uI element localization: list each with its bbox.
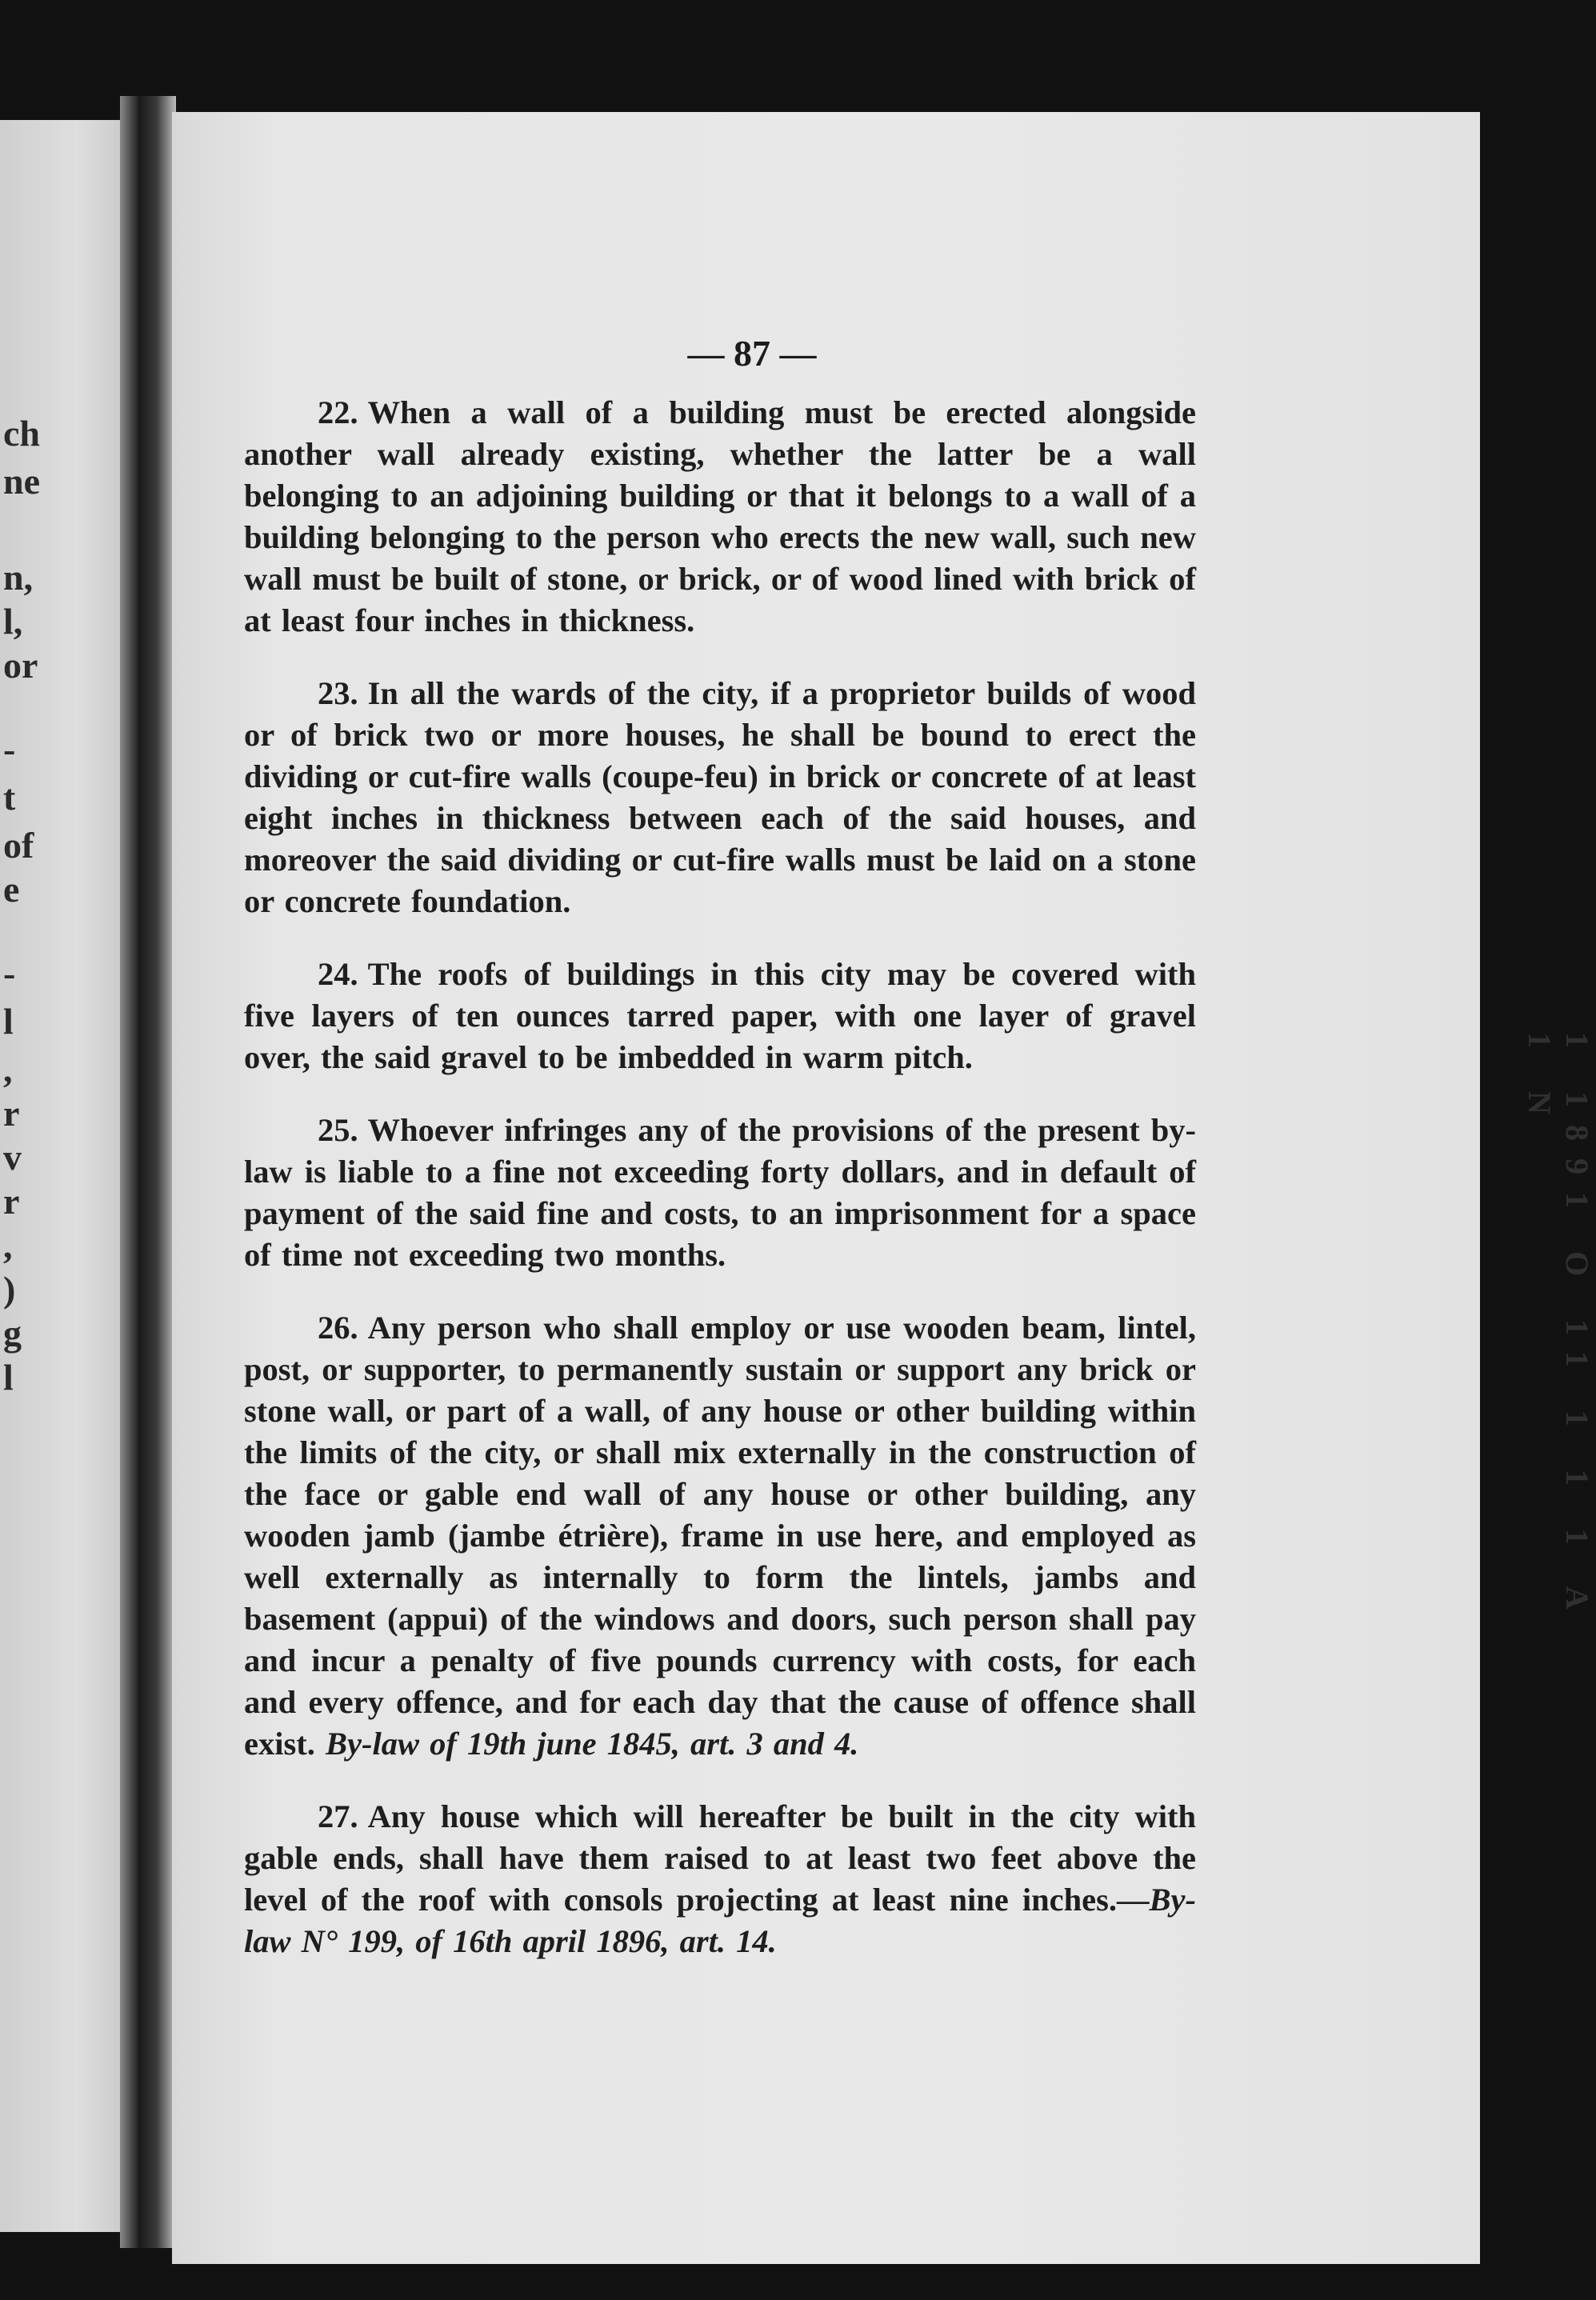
article-25 <box>244 1110 1196 1276</box>
prev-page-fragment: l, <box>3 601 23 642</box>
prev-page-fragment: r <box>3 1093 20 1134</box>
page-number: — 87 — <box>687 333 817 374</box>
prev-page-fragment: ne <box>3 461 40 502</box>
prev-page-fragment: t <box>3 777 16 818</box>
previous-page-edge <box>0 120 128 2232</box>
article-number: 27. <box>318 1798 358 1834</box>
prev-page-fragment: or <box>3 645 38 686</box>
prev-page-fragment: of <box>3 825 34 866</box>
article-number: 25. <box>318 1112 358 1148</box>
prev-page-fragment: r <box>3 1181 20 1222</box>
prev-page-fragment: - <box>3 953 16 994</box>
book-gutter <box>120 96 176 2248</box>
article-number: 23. <box>318 675 358 711</box>
article-text: When a wall of a building must be erected alongside another wall already existing, whether the latter be a wall belonging to an adjoining building or that it belongs to a wall of a building belonging to the person who erects the new wall, such new wall must be built of stone, or brick, or of wood lined with brick of at least four inches in thickness. <box>244 394 1196 638</box>
article-22 <box>244 392 1196 642</box>
prev-page-fragment: , <box>3 1225 13 1266</box>
article-text: In all the wards of the city, if a proprietor builds of wood or of brick two or more houses, he shall be bound to erect the dividing or cut-fire walls (coupe-feu) in brick or concrete of at least eight inches in thickness between each of the said houses, and moreover the said dividing or cut-fire walls must be laid on a stone or concrete foundation. <box>244 675 1196 919</box>
article-citation: By-law of 19th june 1845, art. 3 and 4. <box>325 1726 859 1762</box>
prev-page-fragment: - <box>3 729 16 770</box>
article-number: 24. <box>318 956 358 992</box>
article-23 <box>244 673 1196 922</box>
prev-page-fragment: ch <box>3 413 40 454</box>
prev-page-fragment: e <box>3 869 20 910</box>
prev-page-fragment: , <box>3 1049 13 1090</box>
prev-page-fragment: n, <box>3 557 34 598</box>
article-27 <box>244 1796 1196 1962</box>
prev-page-fragment: l <box>3 1001 14 1042</box>
margin-stamp: 1 1891 O 11 1 1 1 A 1 N <box>1522 1032 1595 1626</box>
article-26 <box>244 1307 1196 1765</box>
article-text: Whoever infringes any of the provisions of the present by-law is liable to a fine not exceeding forty dollars, and in default of payment of the said fine and costs, to an imprisonment for a space of time not exceeding two months. <box>244 1112 1196 1273</box>
article-number: 22. <box>318 394 358 430</box>
article-text: The roofs of buildings in this city may be covered with five layers of ten ounces tarred paper, with one layer of gravel over, the said gravel to be imbedded in warm pitch. <box>244 956 1196 1075</box>
prev-page-fragment: g <box>3 1313 22 1354</box>
text-column <box>244 392 1196 1994</box>
article-number: 26. <box>318 1310 358 1346</box>
prev-page-fragment: l <box>3 1357 14 1398</box>
article-text: Any house which will hereafter be built in the city with gable ends, shall have them raised to at least two feet above the level of the roof with consols projecting at least nine inches.— <box>244 1798 1196 1918</box>
prev-page-fragment: ) <box>3 1269 16 1310</box>
article-24 <box>244 954 1196 1078</box>
article-citation: By-law N° 199, of 16th april 1896, art. 14. <box>244 1882 1196 1959</box>
article-text: Any person who shall employ or use wooden beam, lintel, post, or supporter, to permanently sustain or support any brick or stone wall, or part of a wall, of any house or other building within the limits of the city, or shall mix externally in the construction of the face or gable end wall of any house or other building, any wooden jamb (jambe étrière), frame in use here, and employed as well externally as internally to form the lintels, jambs and basement (appui) of the windows and doors, such person shall pay and incur a penalty of five pounds currency with costs, for each and every offence, and for each day that the cause of offence shall exist. <box>244 1310 1196 1762</box>
prev-page-fragment: v <box>3 1137 22 1178</box>
